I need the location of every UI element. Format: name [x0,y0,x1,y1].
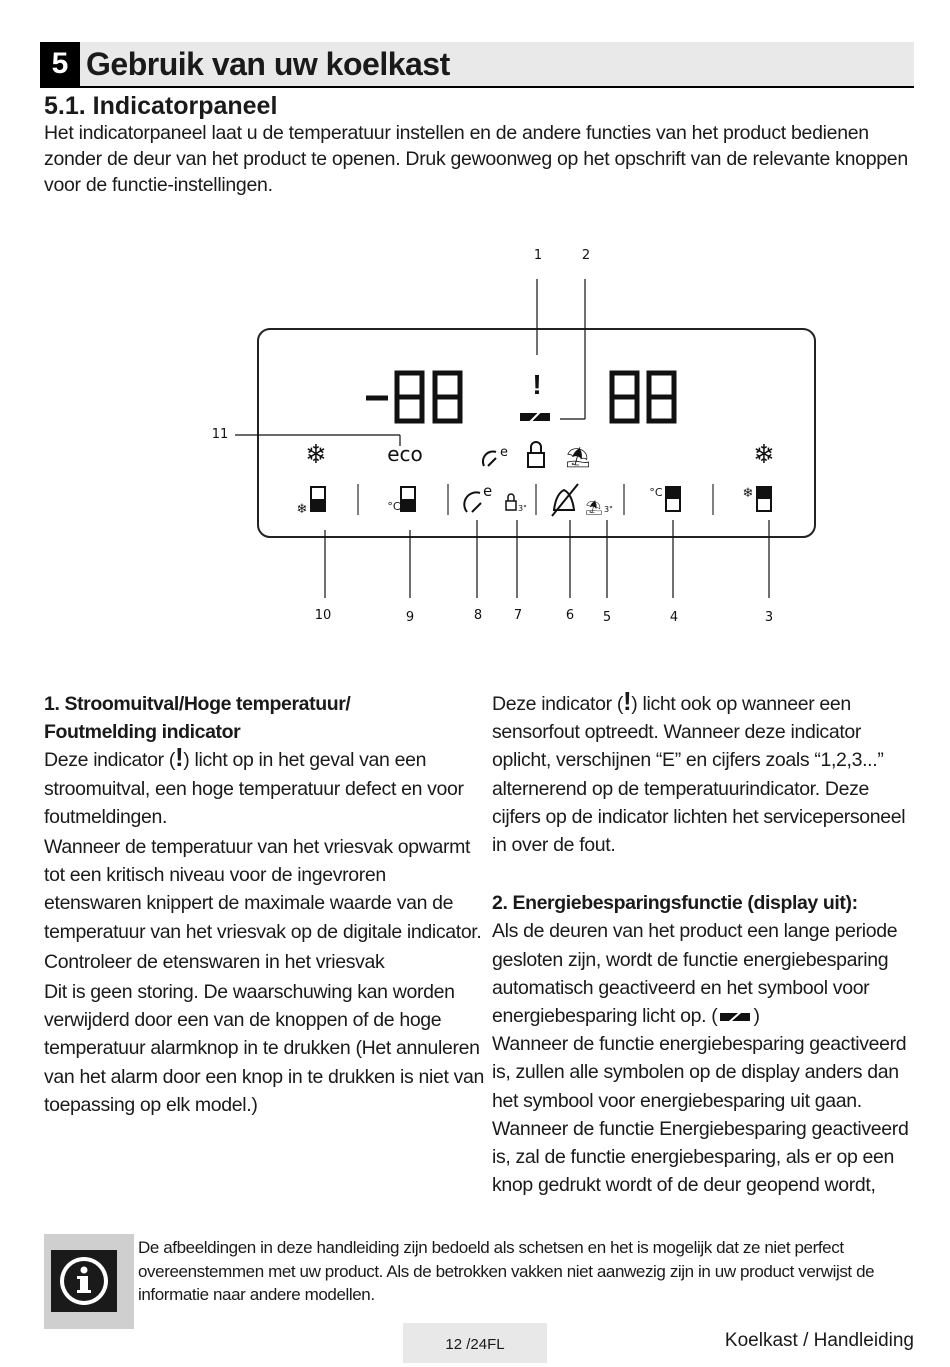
paragraph: Deze indicator (!) licht op in het geval van een stroomuitval, een hoge temperatuur defect en voor foutmeldingen. [44,742,464,828]
callout-5: 5 [602,610,612,625]
paragraph: Wanneer de functie energiebesparing geactiveerd is, zullen alle symbolen op de display anders dan het symbool voor energiebesparing uit gaan. [492,1033,907,1112]
callout-10: 10 [314,608,332,623]
callout-3: 3 [764,610,774,625]
energy-saving-icon [717,1008,753,1026]
chapter-title: Gebruik van uw koelkast [86,46,450,82]
heading-2: 2. Energiebesparingsfunctie (display uit): [492,892,858,915]
callout-8: 8 [473,608,483,623]
chapter-number: 5 [40,42,80,86]
snowflake-icon: ❄ [305,440,327,470]
right-temperature-display [612,373,674,421]
right-column [492,686,917,1199]
lock-icon [528,442,544,467]
lock-3s-icon [506,494,516,510]
degree-icon: °C [387,500,401,513]
section-title: 5.1. Indicatorpaneel [44,92,278,120]
svg-text:e: e [483,482,493,500]
timer-label: 3" [604,505,613,514]
info-box [44,1234,134,1329]
alarm-symbol: ! [174,742,184,773]
callout-4: 4 [669,610,679,625]
info-text: De afbeeldingen in deze handleiding zijn bedoeld als schetsen en het is mogelijk dat ze niet perfect overeenstemmen met uw product. Als de betrokken vakken niet aanwezig zijn in uw product verwijst de informatie naar andere modellen. [138,1238,875,1304]
callout-1: 1 [533,248,543,263]
paragraph: Controleer de etenswaren in het vriesvak [44,950,385,973]
snowflake-icon: ❄ [753,440,775,470]
indicator-panel-diagram [0,230,950,650]
eco-label: eco [387,442,423,466]
left-temperature-display [366,373,460,421]
page-number: 12 /24FL [403,1323,547,1363]
callout-lines [235,279,769,598]
callout-2: 2 [581,248,591,263]
heading-1-line2: Foutmelding indicator [44,721,241,744]
eco-extra-button-icon [464,492,481,512]
paragraph: Dit is geen storing. De waarschuwing kan worden verwijderd door een van de knoppen of de hoge temperatuur alarmknop in te drukken (Het annuleren van het alarm door een knop in te drukken is niet van toepassing op elk model.) [44,981,484,1116]
heading-1-line1: 1. Stroomuitval/Hoge temperatuur/ [44,693,351,715]
energy-saving-icon [520,409,550,425]
document-title: Koelkast / Handleiding [724,1330,914,1351]
vacation-icon: ⛱ [565,445,591,469]
alarm-indicator: ! [532,369,542,400]
info-icon [51,1250,117,1312]
intro-paragraph: Het indicatorpaneel laat u de temperatuur instellen en de andere functies van het product bedienen zonder de deur van het product te openen. Druk gewoonweg op het opschrift van de relevante knoppen voor de functie-instellingen. [44,122,908,196]
callout-11: 11 [211,427,229,442]
paragraph: Wanneer de temperatuur van het vriesvak opwarmt tot een kritisch niveau voor de ingevroren etenswaren knippert de maximale waarde van de temperatuur van het vriesvak op de digitale indicator. [44,836,482,943]
degree-icon: °C [649,486,663,499]
svg-text:e: e [500,445,508,460]
left-column [44,690,484,1119]
callout-9: 9 [405,610,415,625]
paragraph: Deze indicator (!) licht ook op wanneer een sensorfout optreedt. Wanneer deze indicator oplicht, verschijnen “E” en cijfers zoals “1,2,3...” alternerend op de temperatuurindicator. Deze cijfers op de indicator lichten het servicepersoneel in over de fout. [492,686,906,857]
alarm-symbol: ! [622,686,632,716]
callout-7: 7 [513,608,523,623]
vacation-3s-icon: ⛱ [585,500,603,516]
paragraph: Wanneer de functie Energiebesparing geactiveerd is, zal de functie energiebesparing, als er op een knop gedrukt wordt of de deur geopend wordt, [492,1117,909,1197]
snowflake-icon: ❄ [742,486,754,501]
paragraph: Als de deuren van het product een lange periode gesloten zijn, wordt de functie energiebesparing automatisch geactiveerd en het symbool voor energiebesparing licht op. ( ) [492,920,898,1028]
timer-label: 3" [518,504,527,513]
callout-6: 6 [565,608,575,623]
snowflake-icon: ❄ [296,502,308,517]
alarm-off-icon [552,484,578,516]
chapter-header [40,42,914,88]
eco-extra-icon [483,452,496,466]
